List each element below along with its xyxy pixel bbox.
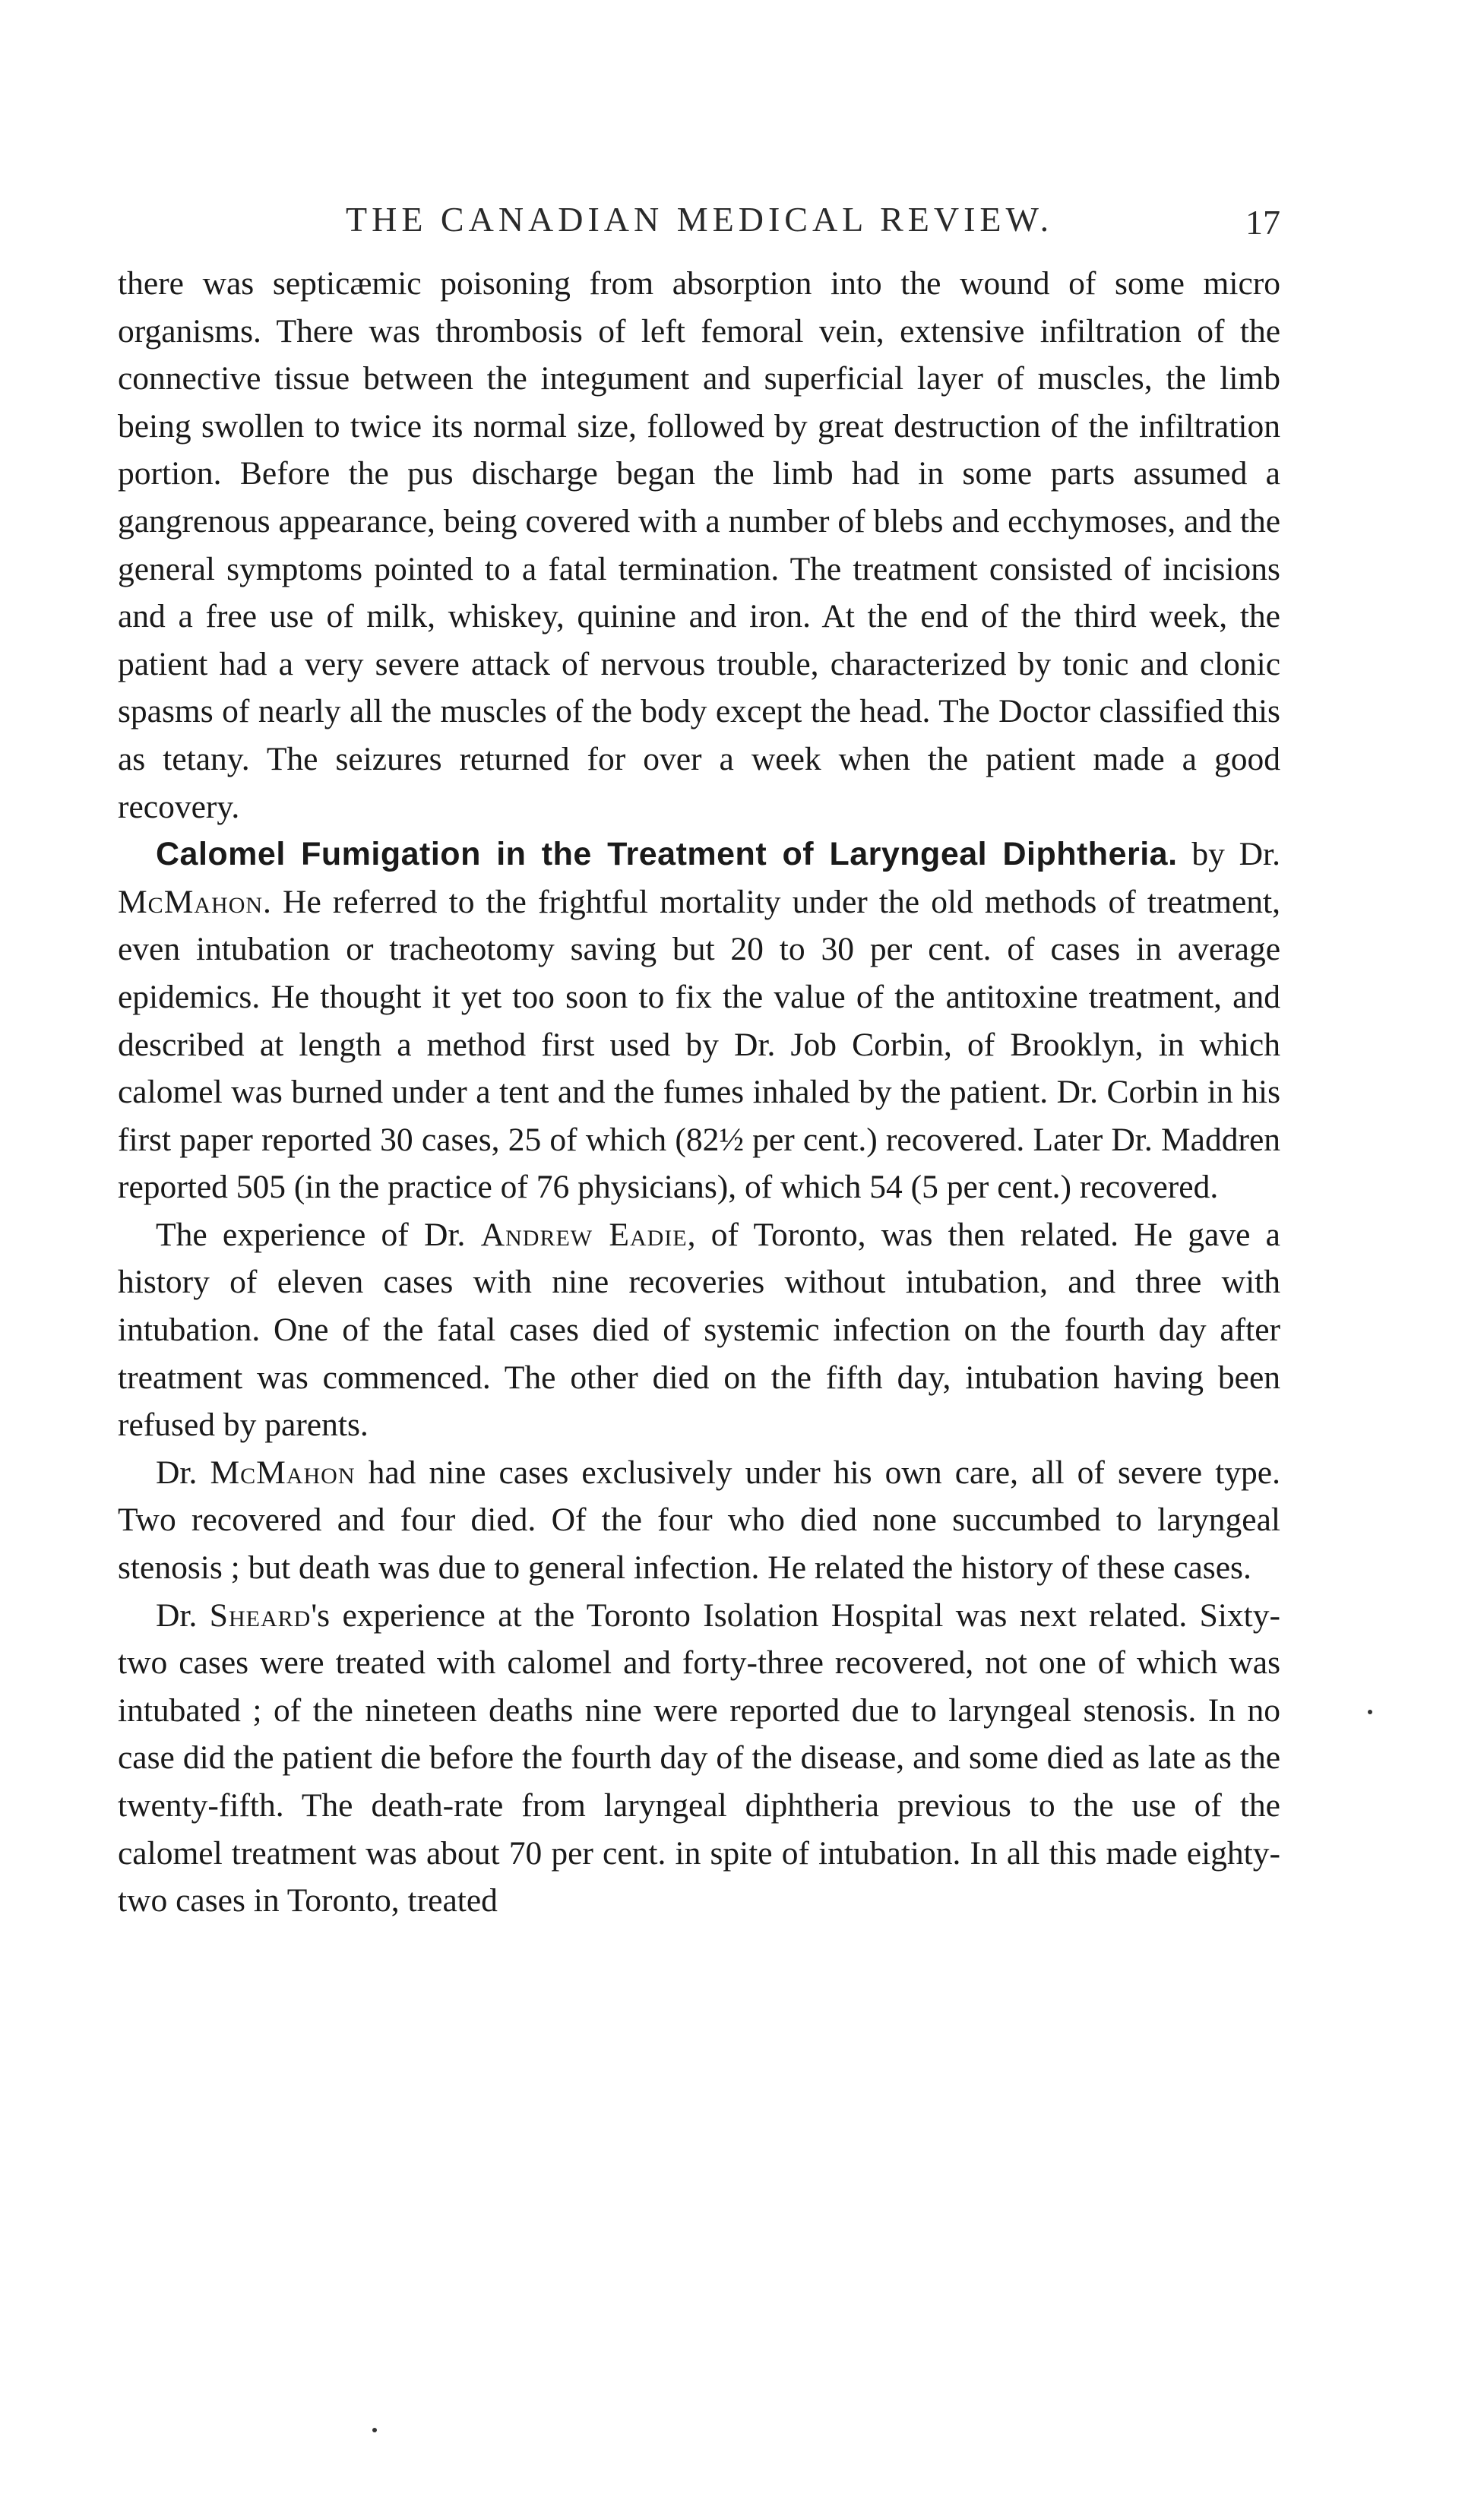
body-text xyxy=(118,260,1280,1925)
paragraph-tetany-case xyxy=(118,260,1280,831)
paragraph-lead: Dr. xyxy=(156,1597,210,1634)
paragraph-text: , of Toronto, was then related. He gave a history of eleven cases with nine recoveries without intubation, and three with intubation. One of the fatal cases died of systemic infection on the fourth day after treatment was commenced. The other died on the fifth day, intubation having been refused by parents. xyxy=(118,1216,1280,1444)
page-number: 17 xyxy=(1245,203,1280,242)
section-heading: Calomel Fumigation in the Treatment of Laryngeal Diphtheria. xyxy=(156,836,1178,873)
paragraph-lead: The experience of Dr. xyxy=(156,1216,481,1253)
paragraph-eadie-experience xyxy=(118,1211,1280,1449)
scan-speck xyxy=(1368,1710,1372,1714)
scan-speck xyxy=(372,2428,377,2432)
byline-lead: by Dr. xyxy=(1177,836,1281,873)
author-name: McMahon xyxy=(118,883,264,920)
paragraph-text: . He referred to the frightful mortality under the old methods of treatment, even intubation or tracheotomy saving but 20 to 30 per cent. of cases in average epidemics. He thought it yet too soon to fix the value of the antitoxine treatment, and described at length a method first used by Dr. Job Corbin, of Brooklyn, in which calomel was burned under a tent and the fumes inhaled by the patient. Dr. Corbin in his first paper reported 30 cases, 25 of which (82½ per cent.) recovered. Later Dr. Maddren reported 505 (in the practice of 76 physicians), of which 54 (5 per cent.) recovered. xyxy=(118,883,1280,1206)
author-name: Sheard xyxy=(209,1597,312,1634)
paragraph-calomel-fumigation xyxy=(118,831,1280,1211)
running-head xyxy=(118,199,1280,260)
paragraph-text: there was septicæmic poisoning from absorption into the wound of some micro organisms. There was thrombosis of left femoral vein, extensive infiltration of the connective tissue between the integument and superficial layer of muscles, the limb being swollen to twice its normal size, followed by great destruction of the infiltration portion. Before the pus discharge began the limb had in some parts assumed a gangrenous appearance, being covered with a number of blebs and ecchymoses, and the general symptoms pointed to a fatal termination. The treatment consisted of incisions and a free use of milk, whiskey, quinine and iron. At the end of the third week, the patient had a very severe attack of nervous trouble, characterized by tonic and clonic spasms of nearly all the muscles of the body except the head. The Doctor classified this as tetany. The seizures returned for over a week when the patient made a good recovery. xyxy=(118,265,1280,825)
paragraph-text: had nine cases exclusively under his own care, all of severe type. Two recovered and four died. Of the four who died none succumbed to laryngeal stenosis ; but death was due to general infection. He related the history of these cases. xyxy=(118,1454,1280,1587)
document-page xyxy=(118,199,1280,1925)
running-title: THE CANADIAN MEDICAL REVIEW. xyxy=(346,200,1054,239)
paragraph-mcmahon-cases xyxy=(118,1449,1280,1592)
paragraph-sheard-experience xyxy=(118,1592,1280,1925)
paragraph-text: 's experience at the Toronto Isolation Hospital was next related. Sixty-two cases were treated with calomel and forty-three recovered, not one of which was intubated ; of the nineteen deaths nine were reported due to laryngeal stenosis. In no case did the patient die before the fourth day of the disease, and some died as late as the twenty-fifth. The death-rate from laryngeal diphtheria previous to the use of the calomel treatment was about 70 per cent. in spite of intubation. In all this made eighty-two cases in Toronto, treated xyxy=(118,1597,1281,1919)
author-name: Andrew Eadie xyxy=(480,1216,688,1253)
paragraph-lead: Dr. xyxy=(156,1454,210,1491)
author-name: McMahon xyxy=(210,1454,356,1491)
